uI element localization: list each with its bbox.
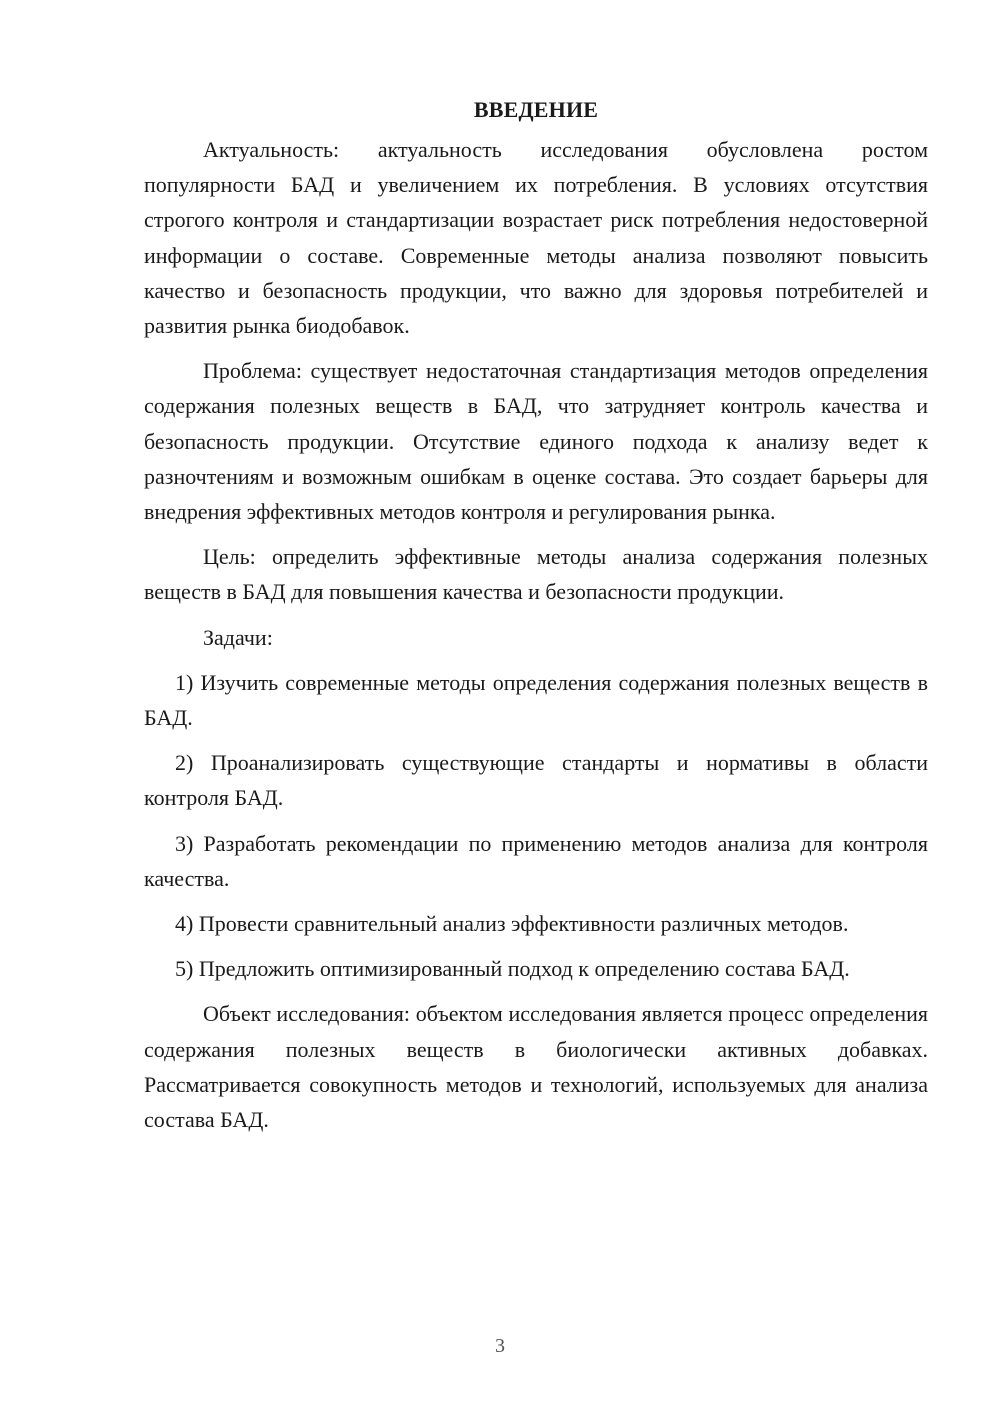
section-title: ВВЕДЕНИЕ — [473, 97, 599, 122]
paragraph-relevance: Актуальность: актуальность исследования обусловлена ростом популярности БАД и увеличением их потребления. В условиях отсутствия строгого контроля и стандартизации возрастает риск потребления недостоверной информации о составе. Современные методы анализа позволяют повысить качество и безопасность продукции, что важно для здоровья потребителей и развития рынка биодобавок. — [144, 137, 928, 339]
document-page — [144, 92, 928, 1137]
task-item: 5) Предложить оптимизированный подход к определению состава БАД. — [175, 956, 850, 982]
task-item: 1) Изучить современные методы определения содержания полезных веществ в БАД. — [144, 669, 928, 731]
page-number: 3 — [495, 1335, 505, 1357]
paragraph-goal: Цель: определить эффективные методы анализа содержания полезных веществ в БАД для повышения качества и безопасности продукции. — [144, 544, 928, 605]
paragraph-object: Объект исследования: объектом исследования является процесс определения содержания полезных веществ в биологически активных добавках. Рассматривается совокупность методов и технологий, используемых для анализа состава БАД. — [144, 1001, 928, 1133]
tasks-heading: Задачи: — [203, 624, 273, 650]
task-item: 2) Проанализировать существующие стандарты и нормативы в области контроля БАД. — [144, 750, 928, 811]
task-item: 3) Разработать рекомендации по применению методов анализа для контроля качества. — [144, 830, 928, 891]
paragraph-problem: Проблема: существует недостаточная стандартизация методов определения содержания полезных веществ в БАД, что затрудняет контроль качества и безопасность продукции. Отсутствие единого подхода к анализу ведет к разночтениям и возможным ошибкам в оценке состава. Это создает барьеры для внедрения эффективных методов контроля и регулирования рынка. — [144, 358, 928, 525]
task-item: 4) Провести сравнительный анализ эффективности различных методов. — [175, 911, 849, 937]
